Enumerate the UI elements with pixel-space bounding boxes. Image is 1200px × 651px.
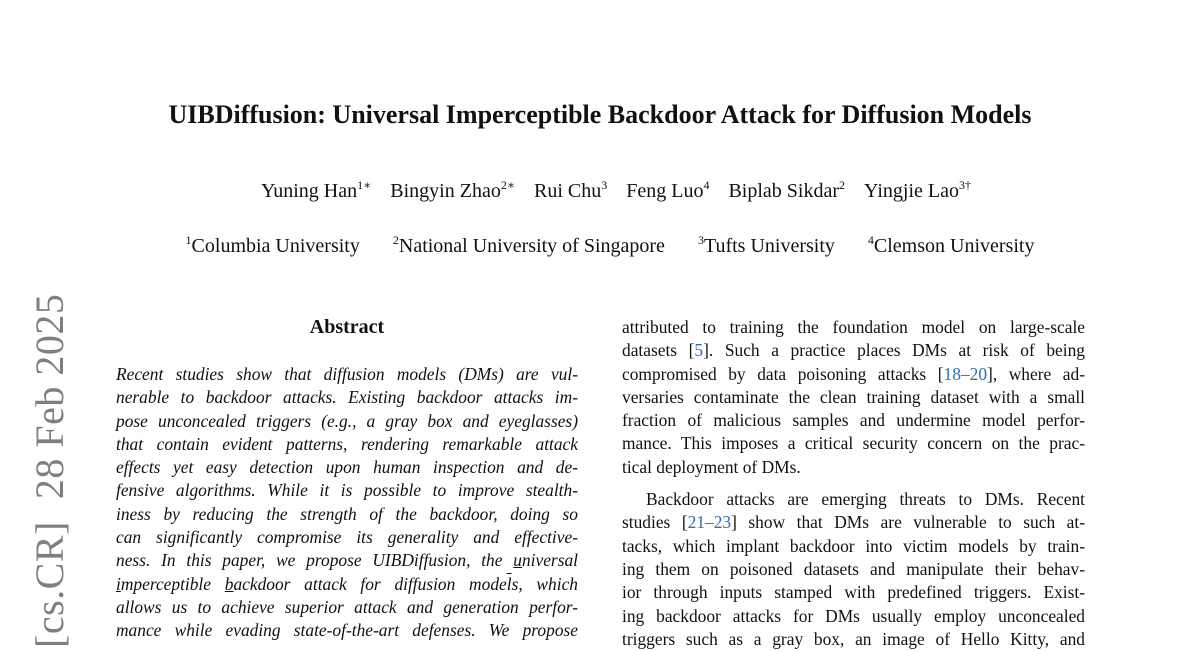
abstract-heading: Abstract xyxy=(309,316,385,338)
overlined-letter: $\overline{l}$ xyxy=(506,573,512,594)
text-line: nerable to backdoor attacks. Existing backdoor attacks im- xyxy=(116,387,578,408)
citation-link[interactable]: 5 xyxy=(694,340,704,361)
text-line: pose unconcealed triggers (e.g., a gray box and eyeglasses) xyxy=(116,410,578,431)
arxiv-date: 28 Feb 2025 xyxy=(27,293,72,500)
text-line: ness. In this paper, we propose UIBDiffusion, the universal xyxy=(116,550,578,571)
author: Bingyin Zhao$^{2∗}$ xyxy=(390,178,515,202)
affiliation: $^3$Tufts University xyxy=(697,233,835,257)
author: Feng Luo$^4$ xyxy=(626,178,710,202)
text-line: Backdoor attacks are emerging threats to DMs. Recent xyxy=(646,489,1085,510)
text-line: versaries contaminate the clean training dataset with a small xyxy=(622,386,1085,407)
text-line: Recent studies show that diffusion models (DMs) are vul- xyxy=(116,364,578,384)
text-line: ing backdoor attacks for DMs usually employ unconcealed xyxy=(622,605,1085,626)
paragraph xyxy=(622,488,1085,651)
author: Yingjie Lao$^{3\dagger}$ xyxy=(864,178,971,202)
text-line: allows us to achieve superior attack and generation perfor- xyxy=(116,596,578,617)
affiliation: $^4$Clemson University xyxy=(867,233,1035,257)
author: Yuning Han$^{1∗}$ xyxy=(261,178,372,202)
arxiv-category: [cs.CR] xyxy=(27,521,72,648)
arxiv-side-stamp xyxy=(28,294,72,648)
text-line: attributed to training the foundation model on large-scale xyxy=(622,317,1085,337)
text-line: mance while evading state-of-the-art defenses. We propose xyxy=(116,620,578,641)
abstract-text xyxy=(116,363,578,643)
text-line: triggers such as a gray box, an image of Hello Kitty, and xyxy=(622,628,1085,649)
text-line: ing them on poisoned datasets and manipulate their behav- xyxy=(622,558,1085,579)
affiliation: $^1$Columbia University xyxy=(185,233,360,257)
body-text-column xyxy=(622,316,1085,651)
text-line: compromised by data poisoning attacks [18–20], where ad- xyxy=(622,363,1085,384)
citation-link[interactable]: 21–23 xyxy=(687,512,732,533)
text-line: datasets [5]. Such a practice places DMs at risk of being xyxy=(622,340,1085,361)
author: Rui Chu$^3$ xyxy=(533,178,608,202)
paragraph xyxy=(622,316,1085,479)
text-line: can significantly compromise its generality and effective- xyxy=(116,527,578,548)
text-line: tacks, which implant backdoor into victim models by train- xyxy=(622,535,1085,556)
text-line: ior through inputs stamped with predefined triggers. Exist- xyxy=(622,582,1085,603)
affiliation: $^2$National University of Singapore xyxy=(392,233,665,257)
text-line: fraction of malicious samples and undermine model perfor- xyxy=(622,410,1085,431)
author-list xyxy=(0,178,1200,204)
text-line: studies [21–23] show that DMs are vulnerable to such at- xyxy=(622,512,1085,533)
text-line: mance. This imposes a critical security concern on the prac- xyxy=(622,433,1085,454)
text-line: that contain evident patterns, rendering remarkable attack xyxy=(116,433,578,454)
text-line: tical deployment of DMs. xyxy=(622,456,801,477)
text-line: iness by reducing the strength of the backdoor, doing so xyxy=(116,503,578,524)
acronym-letter: u xyxy=(513,550,522,571)
acronym-letter: i xyxy=(116,573,121,594)
text-line: fensive algorithms. While it is possible to improve stealth- xyxy=(116,480,578,501)
text-line: imperceptible backdoor attack for diffusion $mode\overline{l}s$, which xyxy=(116,573,578,594)
text-line: effects yet easy detection upon human inspection and de- xyxy=(116,457,578,478)
citation-link[interactable]: 18–20 xyxy=(943,363,988,384)
acronym-letter: b xyxy=(224,573,234,594)
affiliation-list xyxy=(0,233,1200,259)
author: Biplab Sikdar$^2$ xyxy=(728,178,845,202)
paper-title: UIBDiffusion: Universal Imperceptible Backdoor Attack for Diffusion Models xyxy=(168,100,1032,129)
